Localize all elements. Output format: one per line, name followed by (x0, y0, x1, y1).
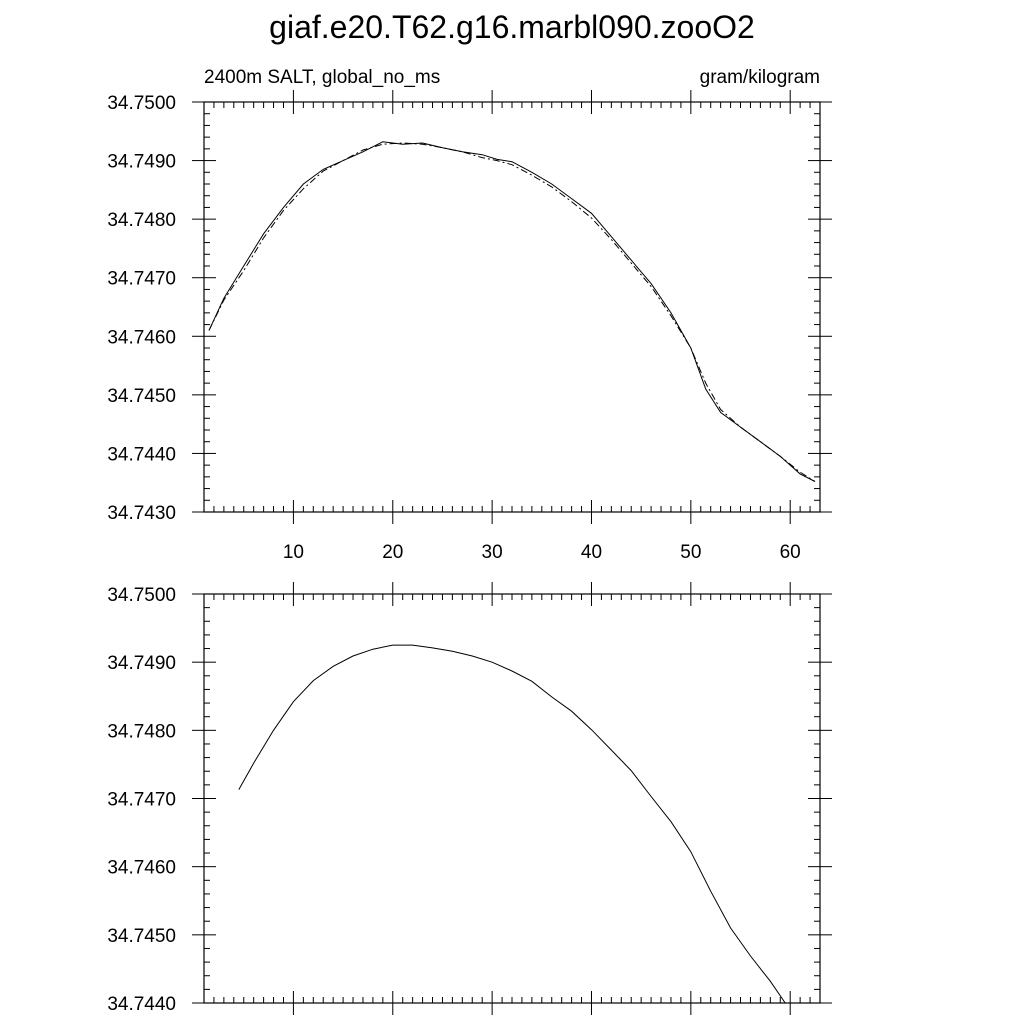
y-tick-label: 34.7480 (107, 210, 176, 232)
y-tick-label: 34.7490 (107, 151, 176, 173)
x-tick-label: 20 (382, 542, 404, 563)
y-tick-label: 34.7480 (107, 721, 176, 743)
plot-frame (204, 594, 820, 1003)
plot-frame (204, 102, 820, 512)
x-tick-label: 10 (282, 542, 304, 563)
series-line-2 (209, 143, 815, 482)
y-tick-label: 34.7450 (107, 925, 176, 947)
y-tick-label: 34.7460 (107, 857, 176, 879)
x-tick-label: 50 (680, 542, 702, 563)
y-tick-label: 34.7440 (107, 994, 176, 1015)
series-line-1 (239, 645, 785, 1003)
y-tick-label: 34.7440 (107, 444, 176, 466)
y-tick-label: 34.7460 (107, 327, 176, 349)
chart-title: giaf.e20.T62.g16.marbl090.zooO2 (269, 9, 755, 45)
y-tick-label: 34.7500 (107, 93, 176, 114)
y-tick-label: 34.7470 (107, 268, 176, 290)
bottom-panel (107, 582, 832, 1015)
y-tick-label: 34.7490 (107, 653, 176, 675)
y-tick-label: 34.7470 (107, 789, 176, 811)
subtitle-left: 2400m SALT, global_no_ms (204, 67, 441, 88)
x-tick-label: 40 (580, 542, 603, 563)
top-panel (107, 90, 832, 563)
x-tick-label: 30 (481, 542, 503, 563)
y-tick-label: 34.7500 (107, 585, 176, 606)
y-tick-label: 34.7450 (107, 385, 176, 407)
subtitle-right: gram/kilogram (699, 67, 820, 88)
x-tick-label: 60 (779, 542, 801, 563)
y-tick-label: 34.7430 (107, 503, 176, 524)
